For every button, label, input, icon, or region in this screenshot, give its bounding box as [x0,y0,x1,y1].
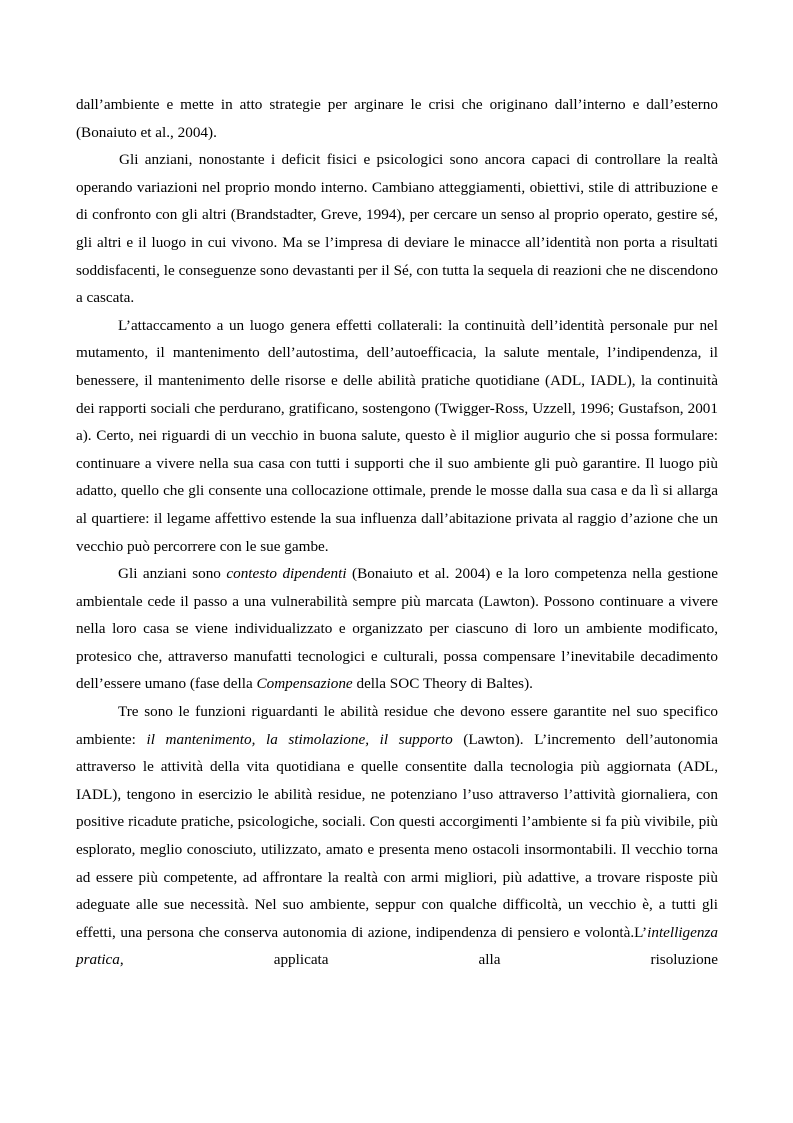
paragraph-5-text-a: Tre sono le funzioni riguardanti le abilità residue che devono essere garantite nel suo specifico ambiente: [76,703,718,748]
paragraph-4-italic-a: contesto dipendenti [226,565,347,583]
paragraph-1-text: dall’ambiente e mette in atto strategie per arginare le crisi che originano dall’interno e dall’esterno (Bonaiuto et al., 2004). [76,96,718,141]
paragraph-5-text-b: (Lawton). L’incremento dell’autonomia attraverso le attività della vita quotidiana e quelle consentite dalla tecnologia più aggiornata (ADL, IADL), tengono in esercizio le abilità residue, ne potenziano l’uso attraverso l’attività giornaliera, con positive ricadute pratiche, psicologiche, sociali. Con questi accorgimenti l’ambiente si fa più vivibile, più esplorato, meglio conosciuto, utilizzato, amato e presenta meno ostacoli insormontabili. Il vecchio torna ad essere più competente, ad affrontare la realtà con armi migliori, più adattive, a trovare risposte più adeguate alle sue necessità. Nel suo ambiente, seppur con qualche difficoltà, un vecchio è, a tutti gli effetti, una persona che conserva autonomia di azione, indipendenza di pensiero e volontà.L’ [76,730,718,941]
paragraph-4 [76,560,718,698]
paragraph-4-italic-b: Compensazione [256,675,353,693]
paragraph-4-text-c: della SOC Theory di Baltes). [352,675,533,693]
paragraph-5-italic-b: intelligenza pratica [76,923,718,969]
paragraph-5-italic-a: il mantenimento, la stimolazione, il supporto [146,730,453,748]
paragraph-2-text: Gli anziani, nonostante i deficit fisici e psicologici sono ancora capaci di controllare la realtà operando variazioni nel proprio mondo interno. Cambiano atteggiamenti, obiettivi, stile di attribuzione e di confronto con gli altri (Brandstadter, Greve, 1994), per cercare un senso al proprio operato, gestire sé, gli altri e il luogo in cui vivono. Ma se l’impresa di deviare le minacce all’identità non porta a risultati soddisfacenti, le conseguenze sono devastanti per il Sé, con tutta la sequela di reazioni che ne discendono a cascata. [76,151,718,307]
paragraph-3 [76,312,718,560]
paragraph-5 [76,698,718,1002]
paragraph-2 [76,146,718,312]
paragraph-4-text-b: (Bonaiuto et al. 2004) e la loro competenza nella gestione ambientale cede il passo a una vulnerabilità sempre più marcata (Lawton). Possono continuare a vivere nella loro casa se viene individualizzato e organizzato per ciascuno di loro un ambiente modificato, protesico che, attraverso manufatti tecnologici e culturali, possa compensare l’inevitabile decadimento dell’essere umano (fase della [76,565,718,693]
paragraph-4-text-a: Gli anziani sono [118,565,227,583]
paragraph-1 [76,91,718,146]
document-page [76,91,718,1002]
paragraph-5-text-c: , applicata alla risoluzione [119,951,718,969]
paragraph-3-text: L’attaccamento a un luogo genera effetti collaterali: la continuità dell’identità personale pur nel mutamento, il mantenimento dell’autostima, dell’autoefficacia, la salute mentale, l’indipendenza, il benessere, il mantenimento delle risorse e delle abilità pratiche quotidiane (ADL, IADL), la continuità dei rapporti sociali che perdurano, gratificano, sostengono (Twigger-Ross, Uzzell, 1996; Gustafson, 2001 a). Certo, nei riguardi di un vecchio in buona salute, questo è il miglior augurio che si possa formulare: continuare a vivere nella sua casa con tutti i supporti che il suo ambiente gli può garantire. Il luogo più adatto, quello che gli consente una collocazione ottimale, prende le mosse dalla sua casa e da lì si allarga al quartiere: il legame affettivo estende la sua influenza dall’abitazione privata al raggio d’azione che un vecchio può percorrere con le sue gambe. [76,316,718,555]
